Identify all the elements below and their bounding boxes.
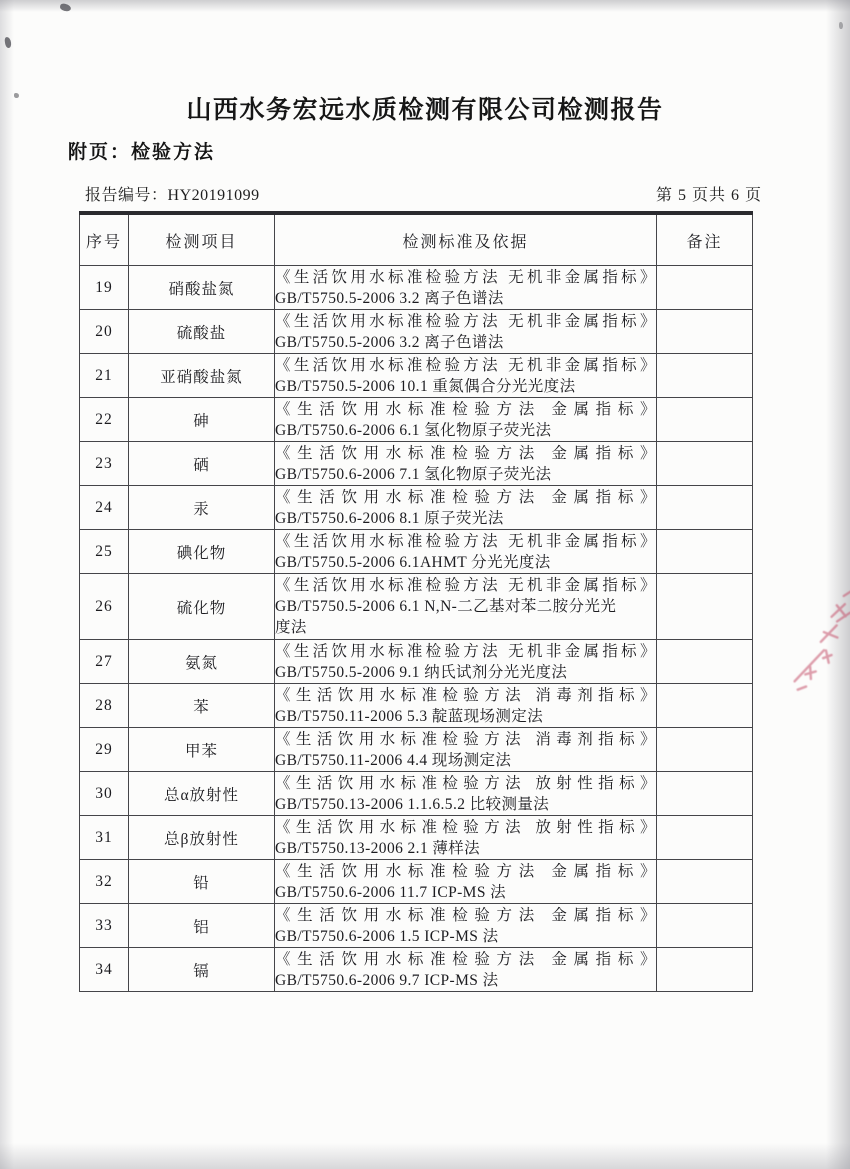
col-header-no: 序号 [80, 213, 129, 266]
standard-and-basis [275, 816, 657, 860]
standard-line: 《生活饮用水标准检验方法 金属指标》 [275, 906, 656, 924]
standard-and-basis [275, 728, 657, 772]
page-indicator: 第 5 页共 6 页 [655, 187, 762, 204]
test-item: 硝酸盐氮 [129, 266, 275, 310]
table-row [80, 904, 753, 948]
test-item: 汞 [129, 486, 275, 530]
row-number: 20 [80, 310, 129, 354]
table-row [80, 530, 753, 574]
remark-cell [657, 684, 753, 728]
row-number: 23 [80, 442, 129, 486]
standard-and-basis [275, 860, 657, 904]
table-row [80, 442, 753, 486]
col-header-standard: 检测标准及依据 [275, 213, 657, 266]
scan-speck [59, 3, 71, 12]
scan-speck [839, 22, 843, 29]
test-item: 甲苯 [129, 728, 275, 772]
remark-cell [657, 772, 753, 816]
remark-cell [657, 442, 753, 486]
remark-cell [657, 266, 753, 310]
test-item: 硫酸盐 [129, 310, 275, 354]
standard-line: GB/T5750.11-2006 5.3 靛蓝现场测定法 [275, 707, 544, 725]
standard-and-basis [275, 310, 657, 354]
standard-line: GB/T5750.11-2006 4.4 现场测定法 [275, 751, 512, 769]
col-header-remark: 备注 [657, 213, 753, 266]
standard-and-basis [275, 640, 657, 684]
standard-line: GB/T5750.6-2006 11.7 ICP-MS 法 [275, 883, 507, 901]
test-item: 苯 [129, 684, 275, 728]
remark-cell [657, 530, 753, 574]
standard-line: 《生活饮用水标准检验方法 消毒剂指标》 [275, 686, 656, 704]
test-item: 亚硝酸盐氮 [129, 354, 275, 398]
remark-cell [657, 398, 753, 442]
standard-line: GB/T5750.5-2006 6.1 N,N-二乙基对苯二胺分光光 [275, 598, 617, 615]
remark-cell [657, 640, 753, 684]
standard-line: GB/T5750.5-2006 6.1AHMT 分光光度法 [275, 553, 551, 571]
table-row [80, 684, 753, 728]
table-row [80, 860, 753, 904]
test-item: 铅 [129, 860, 275, 904]
standard-line: GB/T5750.6-2006 1.5 ICP-MS 法 [275, 927, 499, 945]
standard-line: 度法 [275, 619, 307, 636]
row-number: 30 [80, 772, 129, 816]
table-row [80, 354, 753, 398]
row-number: 22 [80, 398, 129, 442]
scan-edge-bottom [0, 1143, 850, 1169]
standard-and-basis [275, 904, 657, 948]
test-item: 总β放射性 [129, 816, 275, 860]
test-item: 氨氮 [129, 640, 275, 684]
test-item: 铝 [129, 904, 275, 948]
standard-line: GB/T5750.6-2006 7.1 氢化物原子荧光法 [275, 465, 552, 483]
test-item: 碘化物 [129, 530, 275, 574]
standard-and-basis [275, 486, 657, 530]
standard-line: GB/T5750.6-2006 9.7 ICP-MS 法 [275, 971, 499, 989]
scan-speck [4, 37, 11, 49]
report-number-label: 报告编号： [85, 187, 168, 204]
standard-line: 《生活饮用水标准检验方法 金属指标》 [275, 488, 656, 506]
test-item: 砷 [129, 398, 275, 442]
red-stamp-fragment [787, 577, 850, 722]
col-header-item: 检测项目 [129, 213, 275, 266]
row-number: 21 [80, 354, 129, 398]
standard-line: GB/T5750.13-2006 1.1.6.5.2 比较测量法 [275, 795, 550, 813]
standard-and-basis [275, 266, 657, 310]
remark-cell [657, 728, 753, 772]
scan-edge-top [0, 0, 850, 12]
standard-line: 《生活饮用水标准检验方法 消毒剂指标》 [275, 730, 656, 748]
table-row [80, 310, 753, 354]
scan-edge-left [0, 0, 14, 1169]
remark-cell [657, 310, 753, 354]
standard-and-basis [275, 442, 657, 486]
standard-and-basis [275, 574, 657, 640]
table-row [80, 574, 753, 640]
remark-cell [657, 574, 753, 640]
remark-cell [657, 486, 753, 530]
standard-line: GB/T5750.6-2006 8.1 原子荧光法 [275, 509, 504, 527]
appendix-heading: 附页：检验方法 [68, 142, 216, 163]
row-number: 31 [80, 816, 129, 860]
table-row [80, 640, 753, 684]
standard-line: GB/T5750.5-2006 3.2 离子色谱法 [275, 289, 504, 307]
test-item: 总α放射性 [129, 772, 275, 816]
standard-line: GB/T5750.5-2006 3.2 离子色谱法 [275, 333, 504, 351]
standard-line: 《生活饮用水标准检验方法 金属指标》 [275, 950, 656, 968]
standard-line: 《生活饮用水标准检验方法 金属指标》 [275, 400, 656, 418]
standard-line: 《生活饮用水标准检验方法 无机非金属指标》 [275, 532, 656, 550]
row-number: 34 [80, 948, 129, 992]
standard-and-basis [275, 354, 657, 398]
remark-cell [657, 904, 753, 948]
standard-and-basis [275, 948, 657, 992]
row-number: 28 [80, 684, 129, 728]
row-number: 32 [80, 860, 129, 904]
standard-line: 《生活饮用水标准检验方法 无机非金属指标》 [275, 312, 656, 330]
row-number: 24 [80, 486, 129, 530]
table-row [80, 772, 753, 816]
row-number: 29 [80, 728, 129, 772]
standard-line: 《生活饮用水标准检验方法 金属指标》 [275, 862, 656, 880]
table-row [80, 816, 753, 860]
standard-line: 《生活饮用水标准检验方法 放射性指标》 [275, 818, 656, 836]
row-number: 27 [80, 640, 129, 684]
standard-line: GB/T5750.5-2006 10.1 重氮偶合分光光度法 [275, 377, 576, 395]
remark-cell [657, 354, 753, 398]
standard-line: 《生活饮用水标准检验方法 放射性指标》 [275, 774, 656, 792]
row-number: 19 [80, 266, 129, 310]
standard-line: GB/T5750.6-2006 6.1 氢化物原子荧光法 [275, 421, 552, 439]
standard-line: 《生活饮用水标准检验方法 无机非金属指标》 [275, 577, 656, 594]
standard-line: GB/T5750.13-2006 2.1 薄样法 [275, 839, 481, 857]
remark-cell [657, 860, 753, 904]
test-item: 镉 [129, 948, 275, 992]
remark-cell [657, 816, 753, 860]
table-row [80, 398, 753, 442]
test-item: 硒 [129, 442, 275, 486]
standard-and-basis [275, 684, 657, 728]
standard-line: 《生活饮用水标准检验方法 无机非金属指标》 [275, 356, 656, 374]
row-number: 26 [80, 574, 129, 640]
table-row [80, 266, 753, 310]
standard-and-basis [275, 772, 657, 816]
test-item: 硫化物 [129, 574, 275, 640]
report-number [85, 182, 260, 205]
standard-and-basis [275, 398, 657, 442]
remark-cell [657, 948, 753, 992]
standard-line: GB/T5750.5-2006 9.1 纳氏试剂分光光度法 [275, 663, 568, 681]
report-number-value: HY20191099 [167, 187, 260, 204]
standard-line: 《生活饮用水标准检验方法 金属指标》 [275, 444, 656, 462]
page-title: 山西水务宏远水质检测有限公司检测报告 [186, 96, 664, 124]
table-header-row [80, 213, 753, 266]
table-row [80, 486, 753, 530]
standard-line: 《生活饮用水标准检验方法 无机非金属指标》 [275, 642, 656, 660]
standard-line: 《生活饮用水标准检验方法 无机非金属指标》 [275, 268, 656, 286]
standard-and-basis [275, 530, 657, 574]
row-number: 25 [80, 530, 129, 574]
methods-table [79, 211, 753, 992]
table-row [80, 728, 753, 772]
table-row [80, 948, 753, 992]
row-number: 33 [80, 904, 129, 948]
